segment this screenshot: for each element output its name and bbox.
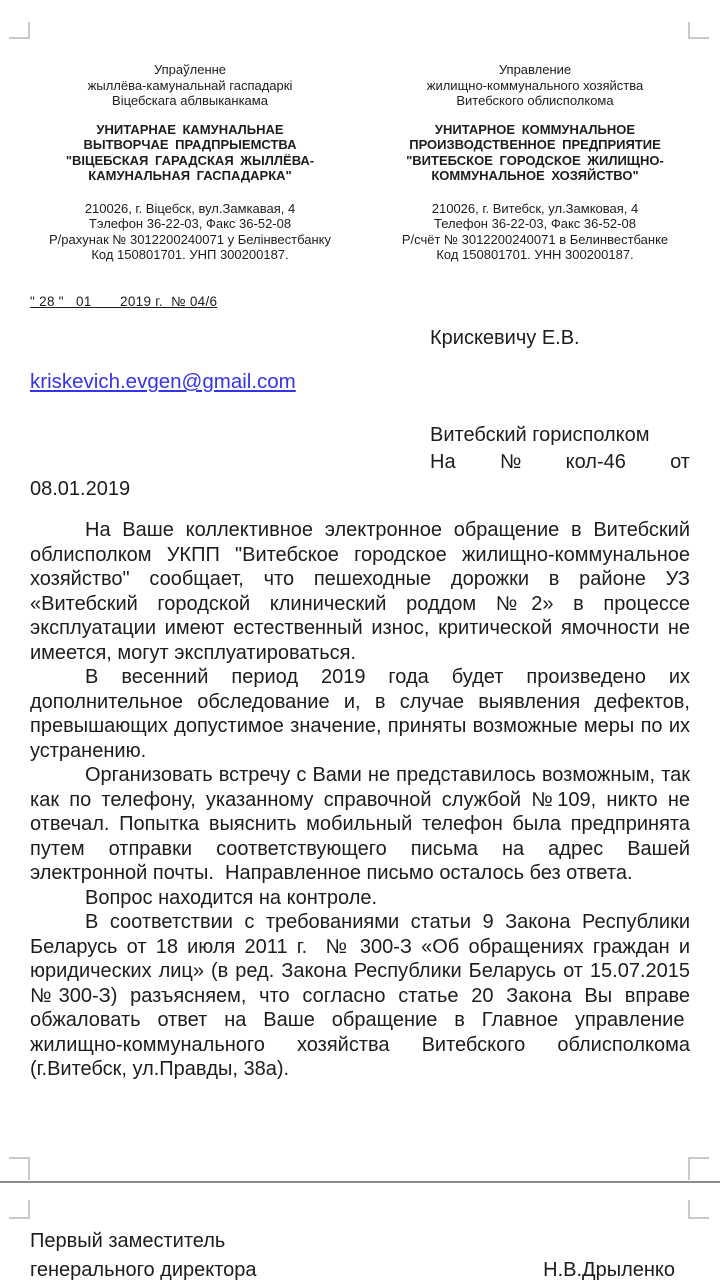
organization-line: КАМУНАЛЬНАЯ ГАСПАДАРКА"	[88, 168, 292, 183]
crop-mark-page2-top-right	[688, 1200, 709, 1219]
department-line: Управление	[498, 62, 572, 77]
page-divider	[0, 1181, 720, 1183]
crop-mark-page2-top-left	[9, 1200, 30, 1219]
body-paragraph: В соответствии с требованиями статьи 9 Закона Республики Беларусь от 18 июля 2011 г. № 300-З «Об обращениях граждан и юридических лиц» (в ред. Закона Республики Беларусь от 15.07.2015 №300-З) разъясняем, что согласно статье 20 Закона Вы вправе обжаловать ответ на Ваше обращение в Главное управление жилищно-коммунального хозяйства Витебского облисполкома (г.Витебск, ул.Правды, 38а).	[30, 911, 690, 1080]
organization-line: УНИТАРНАЕ КАМУНАЛЬНАЕ	[96, 121, 284, 137]
reference-word: от	[670, 451, 690, 473]
organization-line: ВЫТВОРЧАЕ ПРАДПРЫЕМСТВА	[83, 137, 297, 152]
reference-word: На	[430, 451, 456, 473]
letterhead-left-department	[20, 62, 360, 109]
letterhead-right-department	[366, 62, 704, 109]
letterhead-left-address	[20, 201, 360, 263]
body-paragraph: В весенний период 2019 года будет произведено их дополнительное обследование и, в случае выявления дефектов, превышающих допустимое значение, приняты возможные меры по их устранению.	[30, 666, 690, 762]
address-line: Р/рахунак № 3012200240071 у Белінвестбанку	[48, 231, 332, 247]
signature-title-line2: генерального директора	[30, 1259, 257, 1280]
address-line: 210026, г. Витебск, ул.Замковая, 4	[431, 200, 639, 216]
organization-line: УНИТАРНОЕ КОММУНАЛЬНОЕ	[434, 121, 636, 137]
body-paragraph: На Ваше коллективное электронное обращение в Витебский облисполком УКПП "Витебское городское жилищно-коммунальное хозяйство" сообщает, что пешеходные дорожки в районе УЗ «Витебский городской клинический роддом №2» в процессе эксплуатации имеют естественный износ, критической ямочности не имеется, могут эксплуатироваться.	[30, 519, 690, 664]
signatory-name: Н.В.Дрыленко	[543, 1259, 675, 1280]
letterhead-right	[366, 62, 704, 263]
addressee-name: Крискевичу Е.В.	[430, 327, 580, 349]
department-line: Витебского облисполкома	[456, 93, 614, 108]
department-line: Упраўленне	[153, 62, 227, 77]
signature-title-line1: Первый заместитель	[30, 1230, 226, 1252]
letterhead-right-organization	[366, 122, 704, 184]
address-line: Тэлефон 36-22-03, Факс 36-52-08	[88, 216, 292, 231]
incoming-reference-line	[430, 451, 690, 474]
crop-mark-top-left	[9, 22, 30, 39]
address-line: Код 150801701. УНП 300200187.	[91, 247, 289, 262]
signature-row	[30, 1259, 675, 1280]
organization-line: "ВІЦЕБСКАЯ ГАРАДСКАЯ ЖЫЛЛЁВА-	[65, 152, 315, 168]
letter-body	[30, 518, 690, 1082]
address-line: Р/счёт № 3012200240071 в Белинвестбанке	[401, 231, 669, 247]
organization-line: ПРОИЗВОДСТВЕННОЕ ПРЕДПРИЯТИЕ	[409, 137, 661, 152]
address-line: 210026, г. Віцебск, вул.Замкавая, 4	[84, 200, 296, 216]
letterhead-left-organization	[20, 122, 360, 184]
outgoing-date-number: " 28 " 01 2019 г. № 04/6	[30, 294, 218, 309]
email-link[interactable]: kriskevich.evgen@gmail.com	[30, 370, 296, 393]
incoming-reference-date: 08.01.2019	[30, 478, 131, 500]
department-line: Віцебскага аблвыканкама	[112, 93, 268, 108]
organization-line: КОММУНАЛЬНОЕ ХОЗЯЙСТВО"	[431, 168, 639, 183]
department-line: жилищно-коммунального хозяйства	[426, 77, 644, 93]
crop-mark-bottom-right	[688, 1157, 709, 1180]
organization-line: "ВИТЕБСКОЕ ГОРОДСКОЕ ЖИЛИЩНО-	[406, 152, 664, 168]
address-line: Телефон 36-22-03, Факс 36-52-08	[434, 216, 636, 231]
crop-mark-top-right	[688, 22, 709, 39]
letterhead-left	[20, 62, 360, 263]
body-paragraph: Вопрос находится на контроле.	[85, 886, 378, 909]
department-line: жыллёва-камунальнай гаспадаркі	[87, 77, 293, 93]
address-line: Код 150801701. УНН 300200187.	[436, 247, 634, 262]
body-paragraph: Организовать встречу с Вами не представилось возможным, так как по телефону, указанному справочной службой №109, никто не отвечал. Попытка выяснить мобильный телефон была предпринята путем отправки соответствующего письма на адрес Вашей электронной почты. Направленное письмо осталось без ответа.	[30, 764, 690, 884]
reference-word: кол-46	[565, 451, 626, 473]
letterhead-right-address	[366, 201, 704, 263]
reference-word: №	[499, 451, 522, 473]
crop-mark-bottom-left	[9, 1157, 30, 1180]
recipient-org: Витебский горисполком	[430, 424, 650, 446]
